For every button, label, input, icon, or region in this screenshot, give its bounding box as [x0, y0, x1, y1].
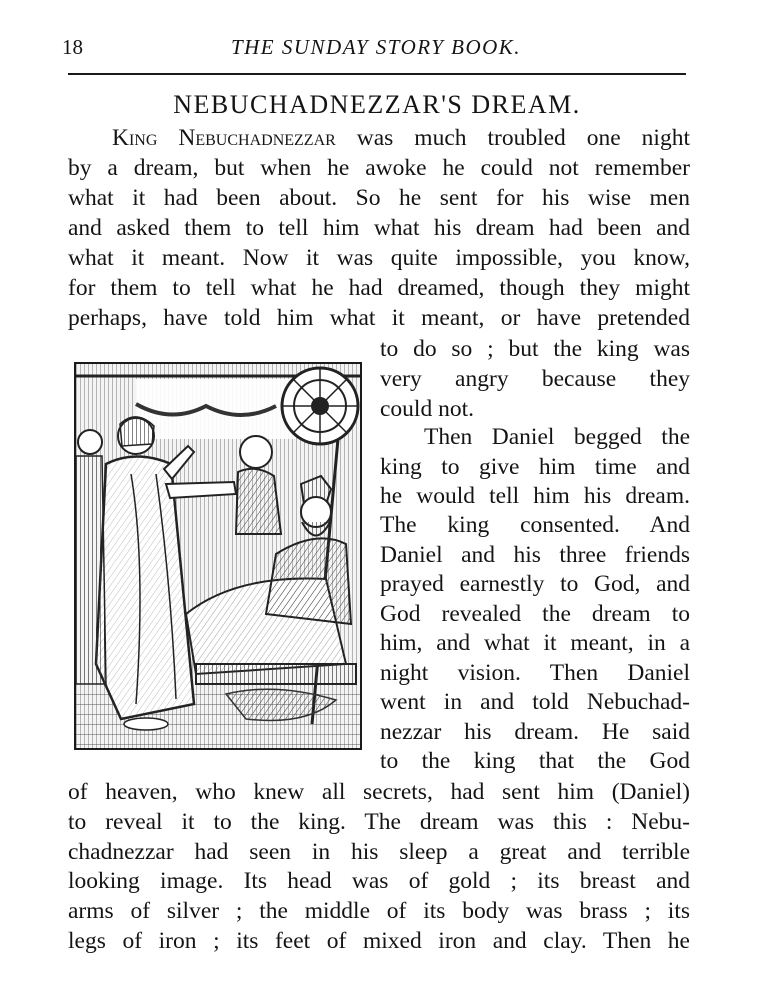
text-line: The king consented. And — [380, 512, 690, 538]
text-line: of heaven, who knew all secrets, had sent him (Daniel) — [68, 779, 690, 805]
text-line: Daniel and his three friends — [380, 542, 690, 568]
text-line: what it had been about. So he sent for his wise men — [68, 185, 690, 211]
running-header — [62, 35, 690, 63]
text-line: legs of iron ; its feet of mixed iron and clay. Then he — [68, 928, 690, 954]
text-line: by a dream, but when he awoke he could not remember — [68, 155, 690, 181]
text-line: to reveal it to the king. The dream was this : Nebu- — [68, 809, 690, 835]
text-line: King Nebuchadnezzar was much troubled one night — [112, 125, 690, 151]
text-line: could not. — [380, 396, 474, 422]
text-line: night vision. Then Daniel — [380, 660, 690, 686]
text-line: for them to tell what he had dreamed, though they might — [68, 275, 690, 301]
text-line: what it meant. Now it was quite impossible, you know, — [68, 245, 690, 271]
engraving-illustration — [74, 362, 362, 750]
text-line: and asked them to tell him what his dream had been and — [68, 215, 690, 241]
text-line: arms of silver ; the middle of its body was brass ; its — [68, 898, 690, 924]
text-line: prayed earnestly to God, and — [380, 571, 690, 597]
page-number: 18 — [62, 35, 83, 59]
engraving-daniel-before-king-icon — [76, 364, 360, 748]
running-title: THE SUNDAY STORY BOOK. — [230, 35, 522, 59]
header-rule — [68, 73, 686, 75]
story-title: NEBUCHADNEZZAR'S DREAM. — [173, 90, 581, 119]
text-line: went in and told Nebuchad- — [380, 689, 690, 715]
text-line: God revealed the dream to — [380, 601, 690, 627]
text-line: chadnezzar had seen in his sleep a great and terrible — [68, 839, 690, 865]
text-line: Then Daniel begged the — [424, 424, 690, 450]
text-line: very angry because they — [380, 366, 690, 392]
text-line: nezzar his dream. He said — [380, 719, 690, 745]
text-line: looking image. Its head was of gold ; its breast and — [68, 868, 690, 894]
text-line: king to give him time and — [380, 454, 690, 480]
text-line: he would tell him his dream. — [380, 483, 690, 509]
opening-small-caps: King Nebuchadnezzar — [112, 125, 336, 151]
text-line: perhaps, have told him what it meant, or have pretended — [68, 305, 690, 331]
text-line: to do so ; but the king was — [380, 336, 690, 362]
text-line: him, and what it meant, in a — [380, 630, 690, 656]
text-line: to the king that the God — [380, 748, 690, 774]
